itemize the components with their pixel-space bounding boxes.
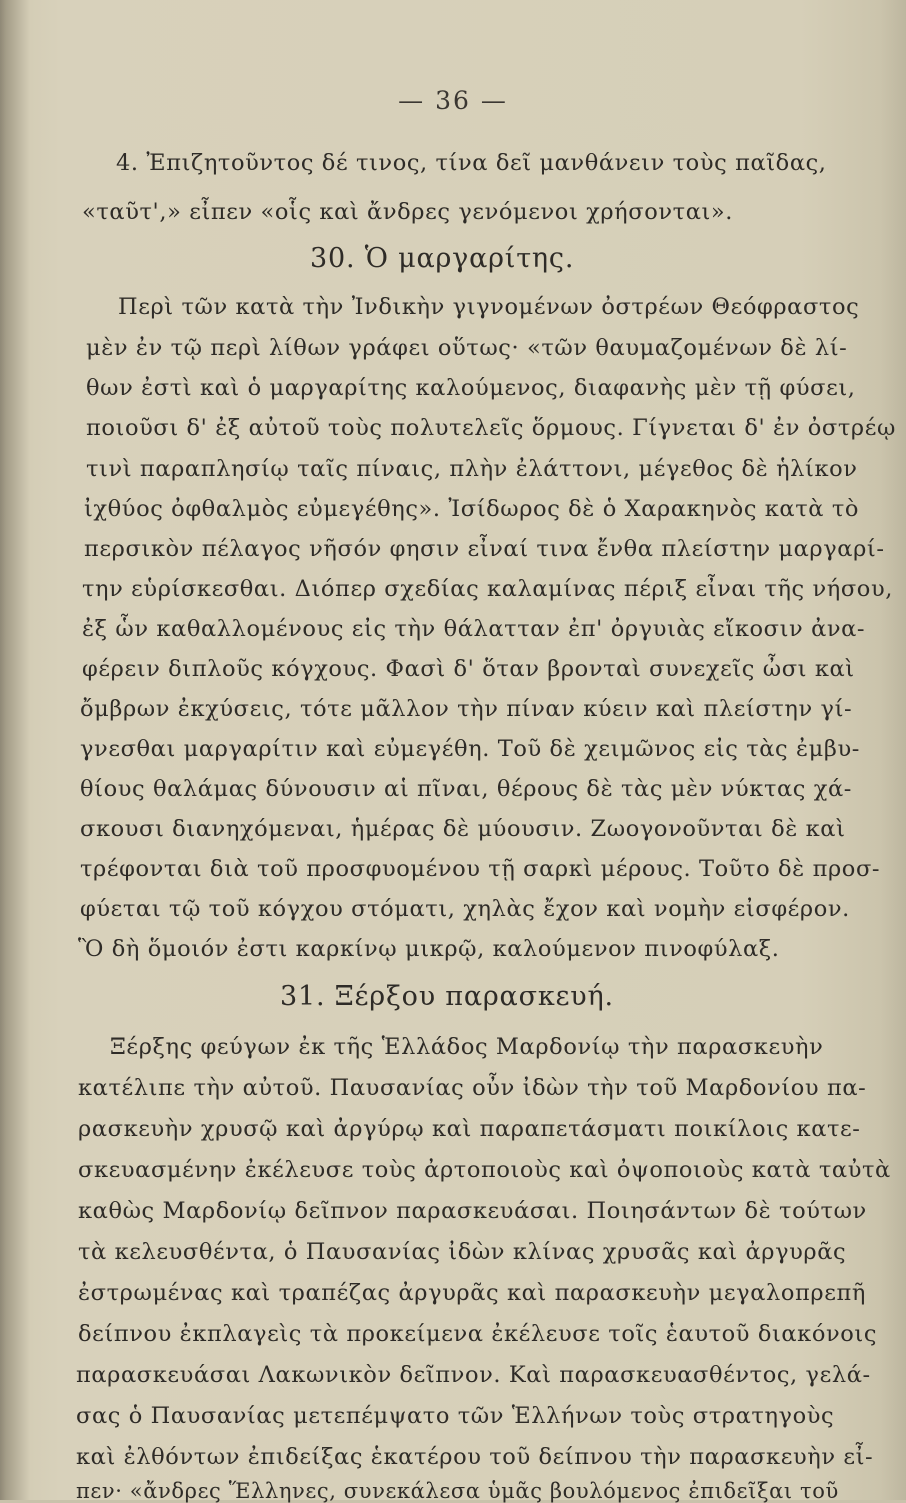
text-line: ὄμβρων ἐκχύσεις, τότε μᾶλλον τὴν πίναν κύειν καὶ πλείστην γί- [80,696,853,722]
text-line: γνεσθαι μαργαρίτιν καὶ εὐμεγέθη. Τοῦ δὲ χειμῶνος εἰς τὰς ἐμβυ- [80,736,860,762]
text-line: 4. Ἐπιζητοῦντος δέ τινος, τίνα δεῖ μανθάνειν τοὺς παῖδας, [116,150,827,176]
text-line: σας ὁ Παυσανίας μετεπέμψατο τῶν Ἑλλήνων τοὺς στρατηγοὺς [76,1403,835,1429]
text-line: φέρειν διπλοῦς κόγχους. Φασὶ δ' ὅταν βρονταὶ συνεχεῖς ὦσι καὶ [82,656,855,682]
text-line: Ὃ δὴ ὅμοιόν ἐστι καρκίνῳ μικρῷ, καλούμενον πινοφύλαξ. [78,936,780,962]
text-line: θων ἐστὶ καὶ ὁ μαργαρίτης καλούμενος, διαφανὴς μὲν τῇ φύσει, [86,375,856,401]
text-line: καὶ ἐλθόντων ἐπιδείξας ἑκατέρου τοῦ δείπνου τὴν παρασκευὴν εἶ- [76,1444,874,1470]
text-line: «ταῦτ',» εἶπεν «οἷς καὶ ἄνδρες γενόμενοι χρήσονται». [82,199,734,225]
text-line: παρασκευάσαι Λακωνικὸν δεῖπνον. Καὶ παρασκευασθέντος, γελά- [76,1362,871,1388]
text-line: μὲν ἐν τῷ περὶ λίθων γράφει οὕτως· «τῶν θαυμαζομένων δὲ λί- [86,335,848,361]
text-line: πεν· «ἄνδρες Ἕλληνες, συνεκάλεσα ὑμᾶς βουλόμενος ἐπιδεῖξαι τοῦ [76,1479,839,1503]
text-line: ποιοῦσι δ' ἐξ αὐτοῦ τοὺς πολυτελεῖς ὅρμους. Γίγνεται δ' ἐν ὀστρέῳ [86,415,896,441]
text-line: ἐξ ὧν καθαλλομένους εἰς τὴν θάλατταν ἐπ' ὀργυιὰς εἴκοσιν ἀνα- [82,616,866,642]
section-heading-30: 30. Ὁ μαργαρίτης. [310,243,575,274]
text-line: τινὶ παραπλησίῳ ταῖς πίναις, πλὴν ἐλάττονι, μέγεθος δὲ ἡλίκον [86,456,858,482]
text-line: κατέλιπε τὴν αὐτοῦ. Παυσανίας οὖν ἰδὼν τὴν τοῦ Μαρδονίου πα- [78,1075,867,1101]
section-heading-31: 31. Ξέρξου παρασκευή. [280,981,614,1012]
text-line: ἐστρωμένας καὶ τραπέζας ἀργυρᾶς καὶ παρασκευὴν μεγαλοπρεπῆ [78,1280,866,1306]
text-line: ρασκευὴν χρυσῷ καὶ ἀργύρῳ καὶ παραπετάσματι ποικίλοις κατε- [78,1116,861,1142]
text-line: Περὶ τῶν κατὰ τὴν Ἰνδικὴν γιγνομένων ὀστρέων Θεόφραστος [118,294,860,320]
text-line: δείπνου ἐκπλαγεὶς τὰ προκείμενα ἐκέλευσε τοῖς ἑαυτοῦ διακόνοις [78,1321,878,1347]
text-line: Ξέρξης φεύγων ἐκ τῆς Ἑλλάδος Μαρδονίῳ τὴν παρασκευὴν [110,1034,824,1060]
text-line: τὰ κελευσθέντα, ὁ Παυσανίας ἰδὼν κλίνας χρυσᾶς καὶ ἀργυρᾶς [78,1239,847,1265]
page-number: — 36 — [398,86,508,115]
text-line: ἰχθύος ὀφθαλμὸς εὐμεγέθης». Ἰσίδωρος δὲ ὁ Χαρακηνὸς κατὰ τὸ [84,496,860,522]
text-line: τρέφονται διὰ τοῦ προσφυομένου τῇ σαρκὶ μέρους. Τοῦτο δὲ προσ- [80,856,881,882]
text-line: περσικὸν πέλαγος νῆσόν φησιν εἶναί τινα ἔνθα πλείστην μαργαρί- [84,536,885,562]
text-line: θίους θαλάμας δύνουσιν αἱ πῖναι, θέρους δὲ τὰς μὲν νύκτας χά- [80,776,852,802]
text-line: την εὑρίσκεσθαι. Διόπερ σχεδίας καλαμίνας πέριξ εἶναι τῆς νήσου, [82,576,893,602]
text-line: σκευασμένην ἐκέλευσε τοὺς ἀρτοποιοὺς καὶ ὀψοποιοὺς κατὰ ταὐτὰ [78,1157,891,1183]
text-line: φύεται τῷ τοῦ κόγχου στόματι, χηλὰς ἔχον καὶ νομὴν εἰσφέρον. [80,896,850,922]
text-line: σκουσι διανηχόμεναι, ἡμέρας δὲ μύουσιν. Ζωογονοῦνται δὲ καὶ [80,816,846,842]
text-line: καθὼς Μαρδονίῳ δεῖπνον παρασκευάσαι. Ποιησάντων δὲ τούτων [78,1198,867,1224]
